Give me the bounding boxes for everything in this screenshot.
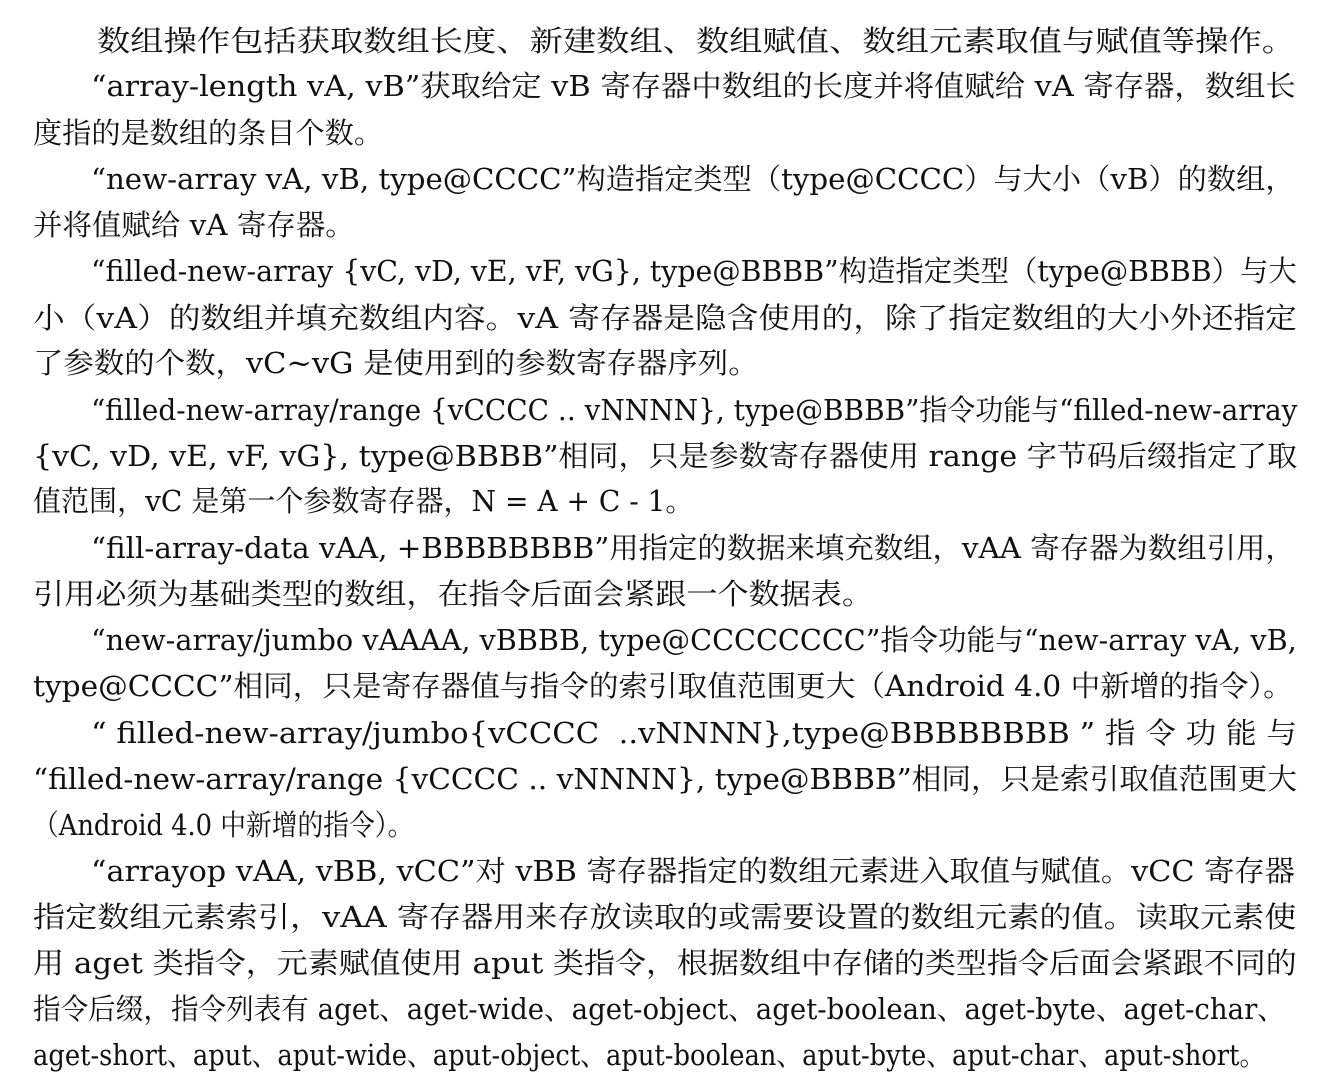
- text-line: “ filled-new-array/jumbo{vCCCC ..vNNNN},type@BBBBBBBB ” 指 令 功 能 与: [91, 716, 1297, 750]
- text-line: 并将值赋给 vA 寄存器。: [33, 208, 355, 242]
- text-line: 值范围，vC 是第一个参数寄存器，N = A + C - 1。: [33, 484, 694, 518]
- text-line: aget-short、aput、aput-wide、aput-object、aput-boolean、aput-byte、aput-char、aput-short。: [33, 1038, 1266, 1072]
- text-line: “filled-new-array/range {vCCCC .. vNNNN}, type@BBBB”相同，只是索引取值范围更大: [33, 762, 1298, 796]
- text-line: 引用必须为基础类型的数组，在指令后面会紧跟一个数据表。: [33, 577, 874, 611]
- text-line: （Android 4.0 中新增的指令）。: [33, 808, 414, 842]
- text-line: “filled-new-array/range {vCCCC .. vNNNN}, type@BBBB”指令功能与“filled-new-array: [91, 393, 1298, 427]
- text-line: “new-array/jumbo vAAAA, vBBBB, type@CCCCCCCC”指令功能与“new-array vA, vB,: [91, 623, 1297, 657]
- text-line: “filled-new-array {vC, vD, vE, vF, vG}, type@BBBB”构造指定类型（type@BBBB）与大: [91, 254, 1297, 288]
- text-line: “array-length vA, vB”获取给定 vB 寄存器中数组的长度并将值赋给 vA 寄存器，数组长: [91, 69, 1296, 103]
- text-line: 数组操作包括获取数组长度、新建数组、数组赋值、数组元素取值与赋值等操作。: [97, 24, 1296, 58]
- text-line: type@CCCC”相同，只是寄存器值与指令的索引取值范围更大（Android 4.0 中新增的指令）。: [33, 669, 1293, 703]
- text-line: 用 aget 类指令，元素赋值使用 aput 类指令，根据数组中存储的类型指令后面会紧跟不同的: [33, 946, 1297, 980]
- text-line: {vC, vD, vE, vF, vG}, type@BBBB”相同，只是参数寄存器使用 range 字节码后缀指定了取: [33, 439, 1298, 473]
- text-line: “arrayop vAA, vBB, vCC”对 vBB 寄存器指定的数组元素进入取值与赋值。vCC 寄存器: [91, 854, 1295, 888]
- text-line: 小（vA）的数组并填充数组内容。vA 寄存器是隐含使用的，除了指定数组的大小外还指定: [33, 301, 1297, 335]
- text-line: 指定数组元素索引，vAA 寄存器用来存放读取的或需要设置的数组元素的值。读取元素使: [33, 900, 1297, 934]
- text-line: “fill-array-data vAA, +BBBBBBBB”用指定的数据来填充数组，vAA 寄存器为数组引用，: [91, 531, 1295, 565]
- text-line: 了参数的个数，vC~vG 是使用到的参数寄存器序列。: [33, 346, 759, 380]
- text-line: “new-array vA, vB, type@CCCC”构造指定类型（type@CCCC）与大小（vB）的数组，: [91, 162, 1295, 196]
- text-line: 度指的是数组的条目个数。: [33, 116, 384, 150]
- text-line: 指令后缀，指令列表有 aget、aget-wide、aget-object、aget-boolean、aget-byte、aget-char、: [33, 992, 1285, 1026]
